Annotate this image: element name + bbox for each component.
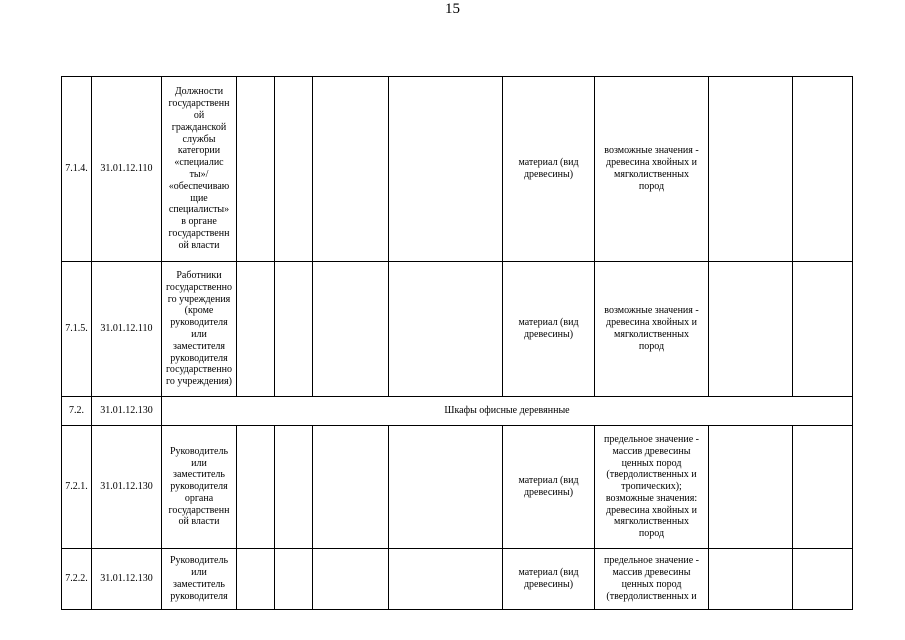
table-row	[62, 262, 853, 397]
value-cell: предельное значение - массив древесины ценных пород (твердолиственных и	[595, 549, 709, 610]
section-title: Шкафы офисные деревянные	[162, 397, 853, 426]
row-number: 7.1.4.	[62, 77, 92, 262]
empty-cell	[237, 426, 275, 549]
characteristic-cell: материал (вид древесины)	[503, 77, 595, 262]
characteristic-cell: материал (вид древесины)	[503, 262, 595, 397]
row-number: 7.1.5.	[62, 262, 92, 397]
okpd-code: 31.01.12.130	[92, 549, 162, 610]
empty-cell	[793, 549, 853, 610]
empty-cell	[313, 549, 389, 610]
empty-cell	[275, 549, 313, 610]
empty-cell	[275, 426, 313, 549]
empty-cell	[709, 77, 793, 262]
characteristic-cell: материал (вид древесины)	[503, 426, 595, 549]
position-category: Должности государственн ой гражданской службы категории «специалис ты»/ «обеспечиваю щие специалисты» в органе государственн ой власти	[162, 77, 237, 262]
characteristic-cell: материал (вид древесины)	[503, 549, 595, 610]
empty-cell	[389, 549, 503, 610]
empty-cell	[793, 77, 853, 262]
okpd-code: 31.01.12.130	[92, 397, 162, 426]
table-row	[62, 426, 853, 549]
empty-cell	[709, 262, 793, 397]
empty-cell	[237, 549, 275, 610]
empty-cell	[793, 262, 853, 397]
row-number: 7.2.2.	[62, 549, 92, 610]
row-number: 7.2.	[62, 397, 92, 426]
empty-cell	[275, 262, 313, 397]
position-category: Работники государственно го учреждения (кроме руководителя или заместителя руководителя государственно го учреждения)	[162, 262, 237, 397]
empty-cell	[389, 426, 503, 549]
empty-cell	[313, 77, 389, 262]
value-cell: возможные значения - древесина хвойных и мягколиственных пород	[595, 77, 709, 262]
empty-cell	[709, 426, 793, 549]
empty-cell	[313, 262, 389, 397]
empty-cell	[793, 426, 853, 549]
value-cell: возможные значения - древесина хвойных и мягколиственных пород	[595, 262, 709, 397]
page-number: 15	[445, 1, 460, 17]
table-row	[62, 549, 853, 610]
table-row-section	[62, 397, 853, 426]
position-category: Руководитель или заместитель руководителя органа государственн ой власти	[162, 426, 237, 549]
empty-cell	[237, 262, 275, 397]
row-number: 7.2.1.	[62, 426, 92, 549]
okpd-code: 31.01.12.130	[92, 426, 162, 549]
empty-cell	[237, 77, 275, 262]
empty-cell	[389, 262, 503, 397]
empty-cell	[389, 77, 503, 262]
requirements-table	[61, 76, 853, 610]
position-category: Руководитель или заместитель руководителя	[162, 549, 237, 610]
empty-cell	[275, 77, 313, 262]
okpd-code: 31.01.12.110	[92, 262, 162, 397]
value-cell: предельное значение - массив древесины ценных пород (твердолиственных и тропических); возможные значения: древесина хвойных и мягколиственных пород	[595, 426, 709, 549]
okpd-code: 31.01.12.110	[92, 77, 162, 262]
empty-cell	[709, 549, 793, 610]
empty-cell	[313, 426, 389, 549]
table-row	[62, 77, 853, 262]
